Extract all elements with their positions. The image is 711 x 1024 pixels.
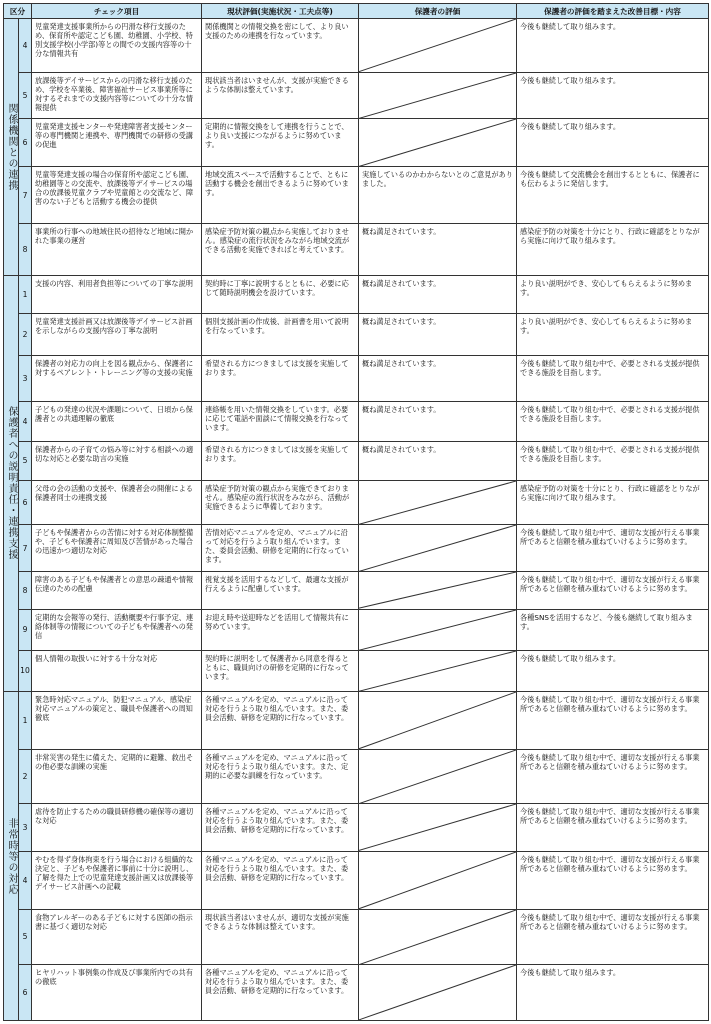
improvement-plan: 今後も継続して取り組む中で、必要とされる支援が提供できる施設を目指します。 — [517, 356, 709, 402]
row-number: 2 — [19, 313, 32, 355]
improvement-plan: 今後も継続して取り組む中で、適切な支援が行える事業所であると信頼を積み重ねていけるように努めます。 — [517, 572, 709, 609]
check-item: 子どもの発達の状況や課題について、日頃から保護者との共通理解の徹底 — [32, 402, 202, 441]
diagonal-slash — [359, 910, 516, 965]
check-item: ヒヤリハット事例集の作成及び事業所内での共有の徹底 — [32, 965, 202, 1021]
row-number: 6 — [19, 118, 32, 166]
parent-evaluation-empty — [359, 965, 517, 1021]
check-item: 児童発達支援事業所からの円滑な移行支援のため、保育所や認定こども園、幼稚園、小学校、特別支援学校(小学部)等との間での支援内容等の十分な情報共有 — [32, 19, 202, 73]
row-number: 6 — [19, 480, 32, 524]
improvement-plan: 今後も継続して取り組む中で、必要とされる支援が提供できる施設を目指します。 — [517, 441, 709, 480]
table-row — [4, 650, 709, 691]
row-number: 7 — [19, 167, 32, 224]
table-row — [4, 118, 709, 166]
current-evaluation: 希望される方につきましては支援を実施しております。 — [202, 441, 359, 480]
diagonal-slash — [359, 481, 516, 524]
header-row — [4, 4, 709, 19]
parent-evaluation-empty — [359, 72, 517, 118]
diagonal-slash — [359, 73, 516, 118]
check-item: 個人情報の取扱いに対する十分な対応 — [32, 650, 202, 691]
row-number: 5 — [19, 72, 32, 118]
check-item: 父母の会の活動の支援や、保護者会の開催による保護者同士の連携支援 — [32, 480, 202, 524]
current-evaluation: 苦情対応マニュアルを定め、マニュアルに沿って対応を行うよう取り組んでいます。また、委員会活動、研修を定期的に行なっています。 — [202, 525, 359, 572]
improvement-plan: 今後も継続して取り組む中で、適切な支援が行える事業所であると信頼を積み重ねていけるように努めます。 — [517, 749, 709, 804]
header-improvement-plan: 保護者の評価を踏まえた改善目標・内容 — [517, 4, 709, 19]
row-number: 3 — [19, 356, 32, 402]
row-number: 6 — [19, 965, 32, 1021]
section-label: 保護者への説明責任・連携支援 — [4, 275, 19, 691]
parent-evaluation: 概ね満足されています。 — [359, 224, 517, 276]
parent-evaluation-empty — [359, 118, 517, 166]
check-item: 子どもや保護者からの苦情に対する対応体制整備や、子どもや保護者に周知及び苦情があった場合の迅速かつ適切な対応 — [32, 525, 202, 572]
improvement-plan: 感染症予防の対策を十分にとり、行政に確認をとりながら実施に向けて取り組みます。 — [517, 480, 709, 524]
current-evaluation: 連絡帳を用いた情報交換をしています。必要に応じて電話や面談にて情報交換を行なっています。 — [202, 402, 359, 441]
row-number: 1 — [19, 692, 32, 750]
current-evaluation: 関係機関との情報交換を密にして、より良い支援のための連携を行なっています。 — [202, 19, 359, 73]
diagonal-slash — [359, 610, 516, 650]
table-row — [4, 909, 709, 965]
check-item: やむを得ず身体拘束を行う場合における組織的な決定と、子どもや保護者に事前に十分に説明し、了解を得た上での児童発達支援計画又は放課後等デイサービス計画への記載 — [32, 851, 202, 909]
row-number: 7 — [19, 525, 32, 572]
improvement-plan: 感染症予防の対策を十分にとり、行政に確認をとりながら実施に向けて取り組みます。 — [517, 224, 709, 276]
current-evaluation: 感染症予防対策の観点から実施しておりません。感染症の流行状況をみながら地域交流ができる活動を実施できればと考えています。 — [202, 224, 359, 276]
current-evaluation: お迎え時や送迎時などを活用して情報共有に努めています。 — [202, 609, 359, 650]
current-evaluation: 現状該当者はいませんが、適切な支援が実施できるような体制は整えています。 — [202, 909, 359, 965]
table-row — [4, 609, 709, 650]
row-number: 1 — [19, 275, 32, 313]
header-current-evaluation: 現状評価(実施状況・工夫点等) — [202, 4, 359, 19]
check-item: 児童発達支援センターや発達障害者支援センター等の専門機関と連携や、専門機関での研修の受講の促進 — [32, 118, 202, 166]
evaluation-table — [3, 3, 709, 1021]
parent-evaluation: 概ね満足されています。 — [359, 313, 517, 355]
current-evaluation: 各種マニュアルを定め、マニュアルに沿って対応を行うよう取り組んでいます。また、委員会活動、研修を定期的に行なっています。 — [202, 804, 359, 851]
diagonal-slash — [359, 750, 516, 804]
improvement-plan: 各種SNSを活用するなど、今後も継続して取り組みます。 — [517, 609, 709, 650]
parent-evaluation-empty — [359, 909, 517, 965]
section-label: 非常時等の対応 — [4, 692, 19, 1021]
check-item: 事業所の行事への地域住民の招待など地域に開かれた事業の運営 — [32, 224, 202, 276]
row-number: 9 — [19, 609, 32, 650]
parent-evaluation: 概ね満足されています。 — [359, 356, 517, 402]
check-item: 保護者の対応力の向上を図る観点から、保護者に対するペアレント・トレーニング等の支援の実施 — [32, 356, 202, 402]
parent-evaluation: 概ね満足されています。 — [359, 441, 517, 480]
parent-evaluation-empty — [359, 19, 517, 73]
parent-evaluation: 実施しているのかわからないとのご意見がありました。 — [359, 167, 517, 224]
row-number: 5 — [19, 441, 32, 480]
diagonal-slash — [359, 19, 516, 72]
table-row — [4, 525, 709, 572]
diagonal-slash — [359, 572, 516, 608]
table-row — [4, 692, 709, 750]
check-item: 食物アレルギーのある子どもに対する医師の指示書に基づく適切な対応 — [32, 909, 202, 965]
header-section: 区分 — [4, 4, 32, 19]
parent-evaluation-empty — [359, 851, 517, 909]
improvement-plan: 今後も継続して取り組む中で、適切な支援が行える事業所であると信頼を積み重ねていけるように努めます。 — [517, 851, 709, 909]
table-row — [4, 167, 709, 224]
improvement-plan: 今後も継続して交流機会を創出するとともに、保護者にも伝わるように発信します。 — [517, 167, 709, 224]
parent-evaluation-empty — [359, 650, 517, 691]
current-evaluation: 契約時に丁寧に説明するとともに、必要に応じて随時説明機会を設けています。 — [202, 275, 359, 313]
current-evaluation: 定期的に情報交換をして連携を行うことで、より良い支援につながるように努めています。 — [202, 118, 359, 166]
row-number: 10 — [19, 650, 32, 691]
current-evaluation: 各種マニュアルを定め、マニュアルに沿って対応を行うよう取り組んでいます。また、委員会活動、研修を定期的に行なっています。 — [202, 692, 359, 750]
table-row — [4, 275, 709, 313]
improvement-plan: 今後も継続して取り組みます。 — [517, 19, 709, 73]
improvement-plan: より良い説明ができ、安心してもらえるように努めます。 — [517, 313, 709, 355]
row-number: 8 — [19, 572, 32, 609]
check-item: 児童等発達支援の場合の保育所や認定こども園、幼稚園等との交流や、放課後等デイサービスの場合の放課後児童クラブや児童館との交流など、障害のない子どもと活動する機会の提供 — [32, 167, 202, 224]
row-number: 3 — [19, 804, 32, 851]
parent-evaluation: 概ね満足されています。 — [359, 275, 517, 313]
current-evaluation: 各種マニュアルを定め、マニュアルに沿って対応を行うよう取り組んでいます。また、委員会活動、研修を定期的に行なっています。 — [202, 851, 359, 909]
row-number: 4 — [19, 851, 32, 909]
table-row — [4, 313, 709, 355]
improvement-plan: 今後も継続して取り組みます。 — [517, 118, 709, 166]
improvement-plan: 今後も継続して取り組む中で、適切な支援が行える事業所であると信頼を積み重ねていけるように努めます。 — [517, 909, 709, 965]
check-item: 児童発達支援計画又は放課後等デイサービス計画を示しながらの支援内容の丁寧な説明 — [32, 313, 202, 355]
current-evaluation: 各種マニュアルを定め、マニュアルに沿って対応を行うよう取り組んでいます。また、委員会活動、研修を定期的に行なっています。 — [202, 965, 359, 1021]
diagonal-slash — [359, 651, 516, 691]
diagonal-slash — [359, 692, 516, 749]
row-number: 5 — [19, 909, 32, 965]
table-row — [4, 224, 709, 276]
table-row — [4, 402, 709, 441]
check-item: 支援の内容、利用者負担等についての丁寧な説明 — [32, 275, 202, 313]
improvement-plan: 今後も継続して取り組みます。 — [517, 72, 709, 118]
diagonal-slash — [359, 119, 516, 166]
parent-evaluation-empty — [359, 572, 517, 609]
check-item: 緊急時対応マニュアル、防犯マニュアル、感染症対応マニュアルの策定と、職員や保護者への周知徹底 — [32, 692, 202, 750]
diagonal-slash — [359, 965, 516, 1020]
row-number: 4 — [19, 19, 32, 73]
table-row — [4, 72, 709, 118]
header-check-item: チェック項目 — [32, 4, 202, 19]
improvement-plan: 今後も継続して取り組む中で、適切な支援が行える事業所であると信頼を積み重ねていけるように努めます。 — [517, 692, 709, 750]
table-row — [4, 356, 709, 402]
current-evaluation: 現状該当者はいませんが、支援が実施できるような体制は整えています。 — [202, 72, 359, 118]
parent-evaluation-empty — [359, 692, 517, 750]
row-number: 2 — [19, 749, 32, 804]
current-evaluation: 地域交流スペースで活動することで、ともに活動する機会を創出できるように努めています。 — [202, 167, 359, 224]
improvement-plan: 今後も継続して取り組みます。 — [517, 650, 709, 691]
table-row — [4, 965, 709, 1021]
improvement-plan: 今後も継続して取り組む中で、適切な支援が行える事業所であると信頼を積み重ねていけるように努めます。 — [517, 525, 709, 572]
parent-evaluation-empty — [359, 525, 517, 572]
diagonal-slash — [359, 804, 516, 850]
current-evaluation: 感染症予防対策の観点から実施できておりません。感染症の流行状況をみながら、活動が実施できるように準備しております。 — [202, 480, 359, 524]
current-evaluation: 個別支援計画の作成後、計画書を用いて説明を行なっています。 — [202, 313, 359, 355]
row-number: 8 — [19, 224, 32, 276]
table-row — [4, 19, 709, 73]
table-row — [4, 851, 709, 909]
row-number: 4 — [19, 402, 32, 441]
evaluation-sheet — [3, 3, 708, 1021]
table-row — [4, 804, 709, 851]
section-label: 関係機関との連携 — [4, 19, 19, 276]
current-evaluation: 契約時に説明をして保護者から同意を得るとともに、職員向けの研修を定期的に行なっています。 — [202, 650, 359, 691]
table-row — [4, 480, 709, 524]
table-row — [4, 749, 709, 804]
improvement-plan: 今後も継続して取り組む中で、必要とされる支援が提供できる施設を目指します。 — [517, 402, 709, 441]
diagonal-slash — [359, 525, 516, 571]
improvement-plan: 今後も継続して取り組みます。 — [517, 965, 709, 1021]
current-evaluation: 希望される方につきましては支援を実施しております。 — [202, 356, 359, 402]
current-evaluation: 視覚支援を活用するなどして、最適な支援が行えるように配慮しています。 — [202, 572, 359, 609]
table-row — [4, 441, 709, 480]
improvement-plan: 今後も継続して取り組む中で、適切な支援が行える事業所であると信頼を積み重ねていけるように努めます。 — [517, 804, 709, 851]
parent-evaluation: 概ね満足されています。 — [359, 402, 517, 441]
check-item: 非常災害の発生に備えた、定期的に避難、救出その他必要な訓練の実施 — [32, 749, 202, 804]
improvement-plan: より良い説明ができ、安心してもらえるように努めます。 — [517, 275, 709, 313]
check-item: 定期的な会報等の発行、活動概要や行事予定、連絡体制等の情報についての子どもや保護者への発信 — [32, 609, 202, 650]
header-parent-evaluation: 保護者の評価 — [359, 4, 517, 19]
parent-evaluation-empty — [359, 480, 517, 524]
diagonal-slash — [359, 852, 516, 909]
check-item: 障害のある子どもや保護者との意思の疎通や情報伝達のための配慮 — [32, 572, 202, 609]
current-evaluation: 各種マニュアルを定め、マニュアルに沿って対応を行うよう取り組んでいます。また、定期的に必要な訓練を行なっています。 — [202, 749, 359, 804]
check-item: 保護者からの子育ての悩み等に対する相談への適切な対応と必要な助言の実施 — [32, 441, 202, 480]
table-row — [4, 572, 709, 609]
parent-evaluation-empty — [359, 749, 517, 804]
check-item: 放課後等デイサービスからの円滑な移行支援のため、学校を卒業後、障害福祉サービス事業所等に対するそれまでの支援内容等についての十分な情報提供 — [32, 72, 202, 118]
check-item: 虐待を防止するための職員研修機の確保等の適切な対応 — [32, 804, 202, 851]
parent-evaluation-empty — [359, 609, 517, 650]
parent-evaluation-empty — [359, 804, 517, 851]
